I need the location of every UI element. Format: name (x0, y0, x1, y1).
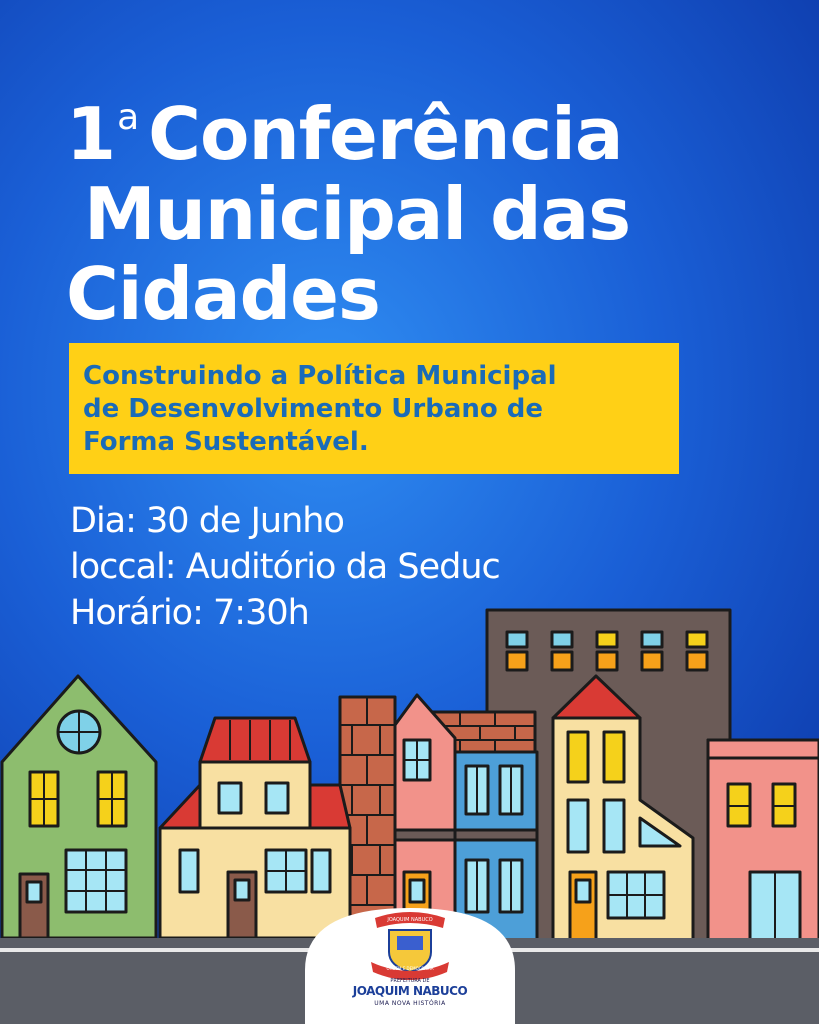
yellow-house (160, 718, 350, 938)
subtitle-line-2: de Desenvolvimento Urbano de (83, 394, 544, 424)
event-time: Horário: 7:30h (70, 593, 309, 633)
prefeitura-logo (305, 908, 515, 1024)
title-ordinal: 1 (66, 92, 116, 176)
logo-tagline: UMA NOVA HISTÓRIA (374, 1000, 446, 1007)
subtitle-banner (69, 343, 679, 474)
subtitle-line-1: Construindo a Política Municipal (83, 361, 557, 391)
title-ordinal-suffix: a (117, 97, 139, 138)
logo-crest-top: JOAQUIM NABUCO (387, 917, 433, 923)
salmon-building (708, 740, 819, 940)
logo-prefix: PREFEITURA DE (390, 978, 430, 984)
subtitle-line-3: Forma Sustentável. (83, 427, 369, 457)
pink-house (395, 695, 455, 940)
logo-motto: ORDEM E DEMOCRACIA (386, 966, 434, 971)
title-line-2: Municipal das (84, 172, 631, 256)
event-title (66, 78, 630, 334)
crest-detail (397, 936, 423, 950)
title-word-conferencia: Conferência (148, 92, 623, 176)
title-line-1 (66, 78, 630, 174)
event-location: loccal: Auditório da Seduc (70, 547, 500, 587)
subtitle-text (83, 360, 665, 459)
event-date: Dia: 30 de Junho (70, 501, 344, 541)
green-house (2, 676, 156, 938)
title-line-3: Cidades (66, 252, 380, 336)
logo-name: JOAQUIM NABUCO (352, 984, 468, 998)
